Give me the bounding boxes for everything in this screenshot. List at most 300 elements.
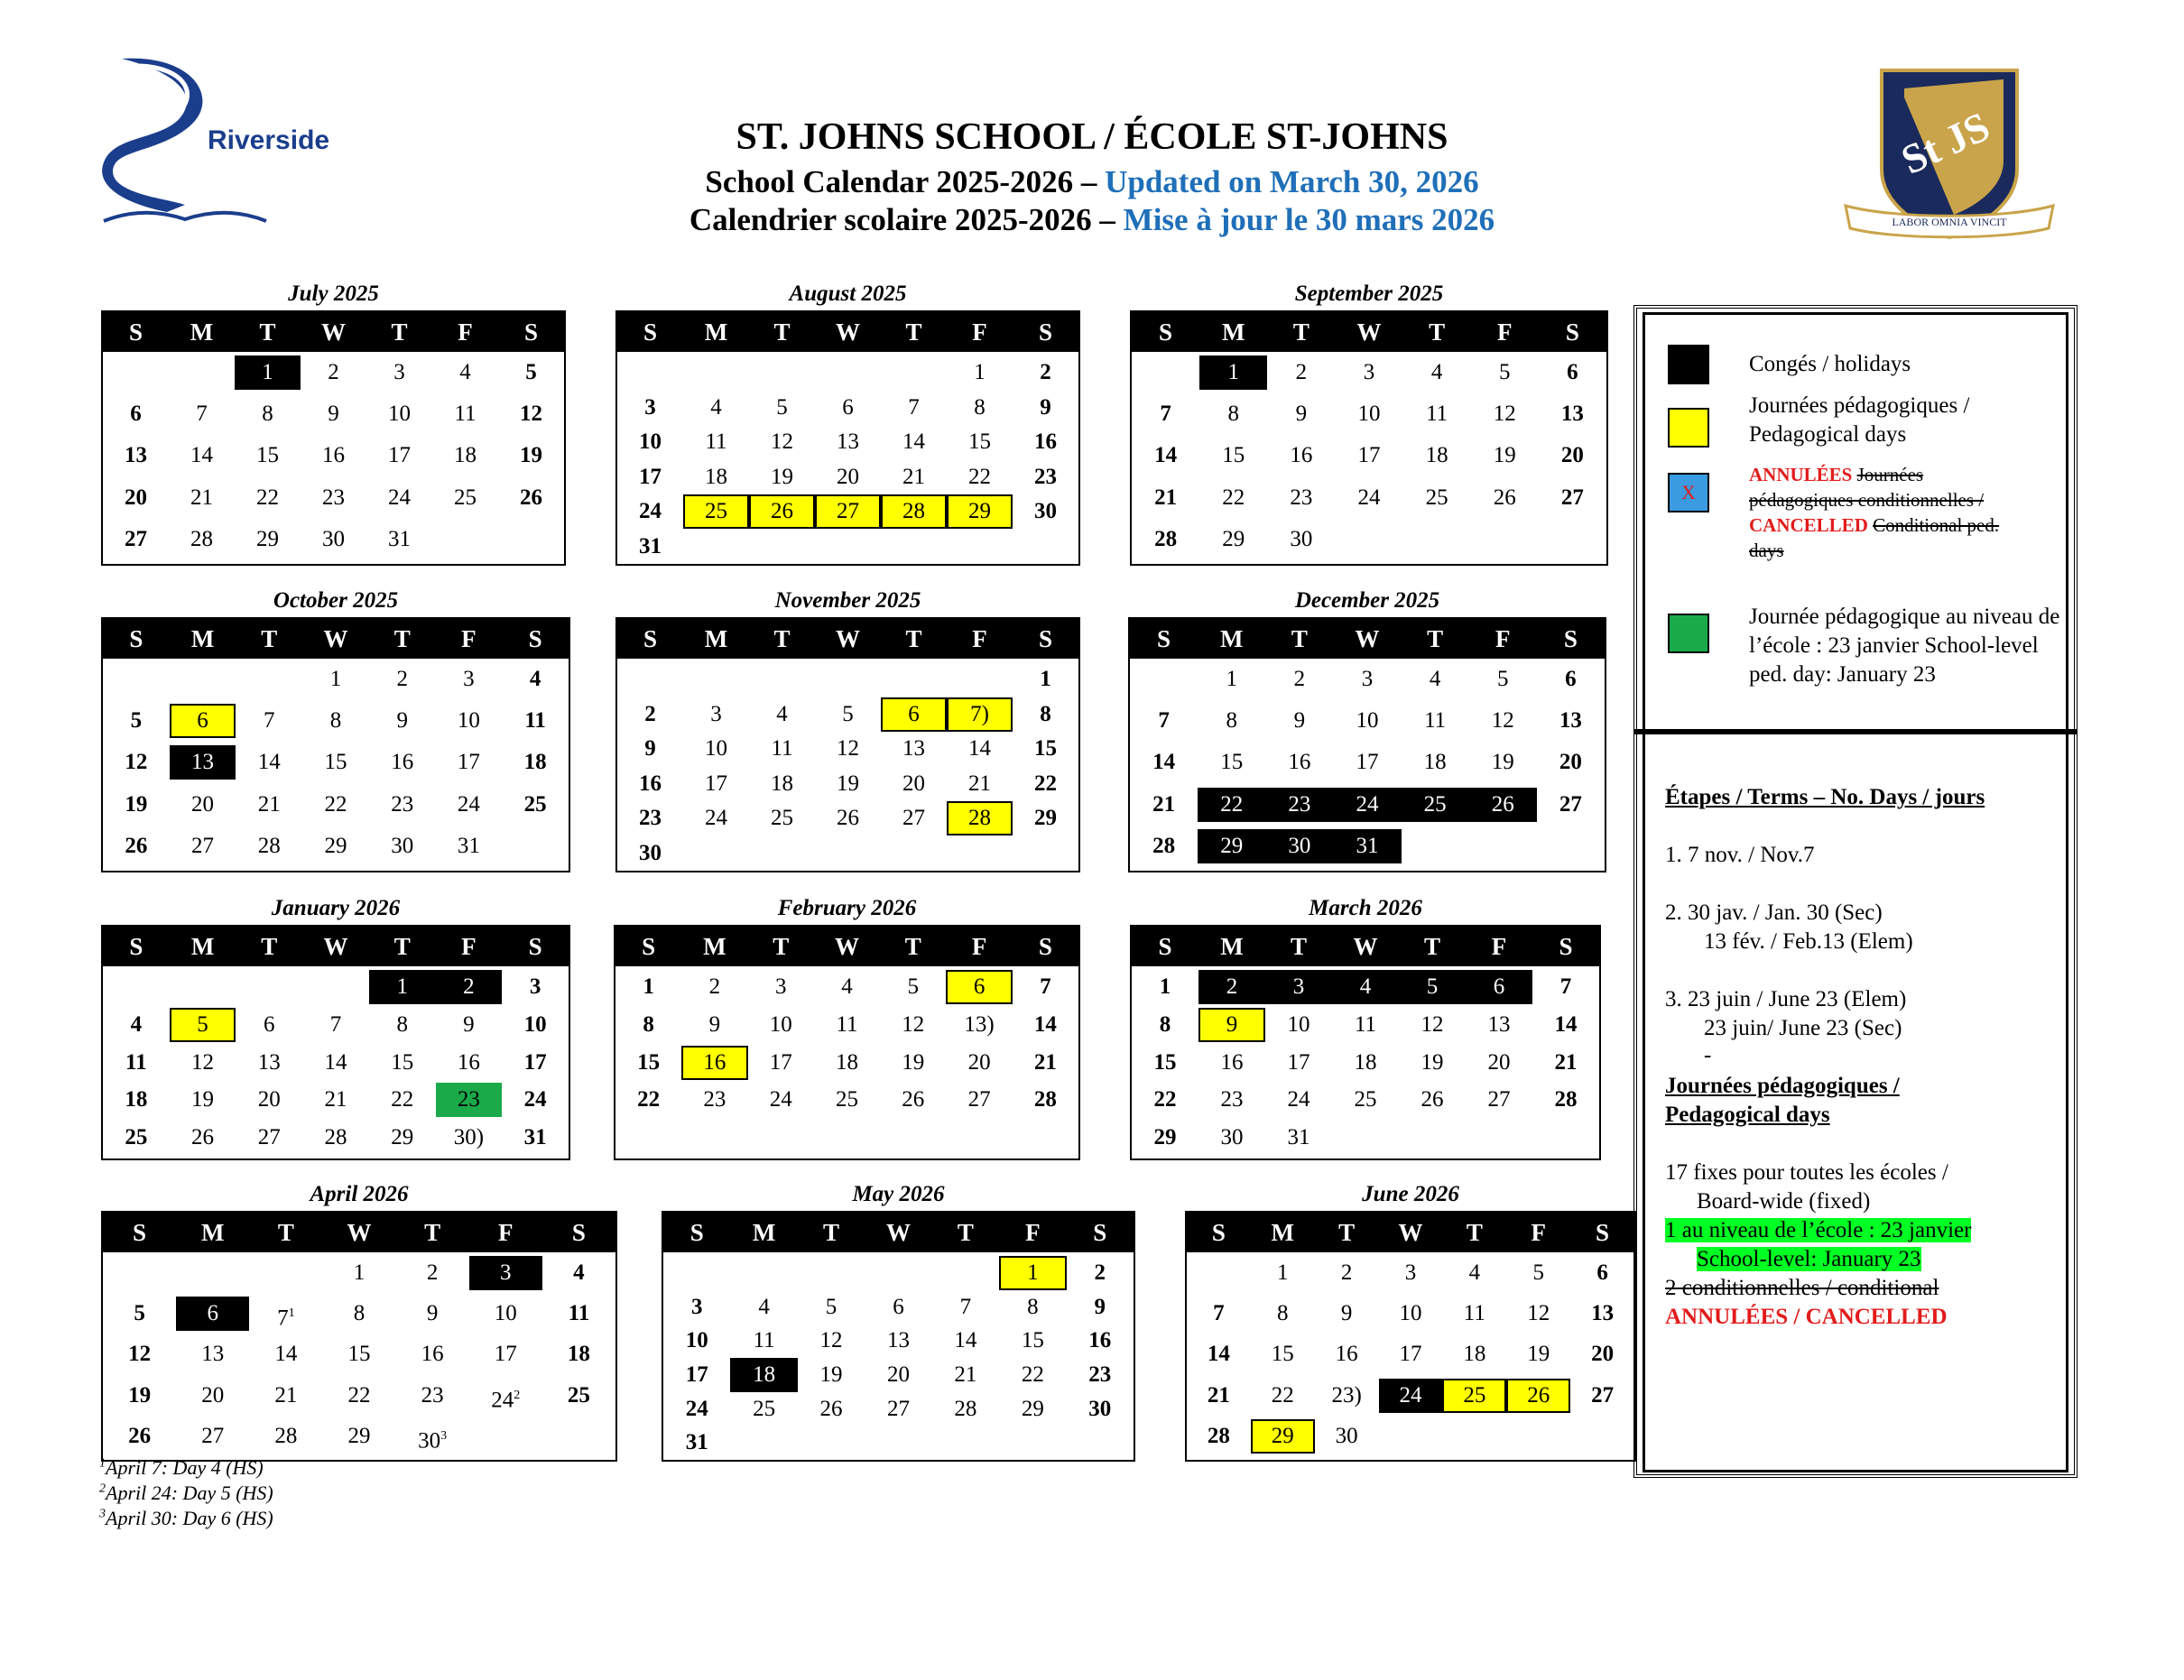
day-cell: 1 [643,974,654,999]
day-cell: 13 [1559,708,1582,734]
day-cell: 26 [1469,788,1537,822]
day-cell: 12 [819,1328,843,1353]
day-cell: 21 [1033,1049,1057,1075]
month-december-2025 [1128,588,1606,872]
day-cell: 3 [529,974,541,999]
day-cell: 7 [1213,1301,1225,1326]
day-cell: 10 [1356,708,1379,734]
day-cell: 30 [1220,1125,1244,1150]
day-cell: 24 [523,1087,547,1112]
weekday-header: S [129,625,143,652]
day-cell: 23 [639,806,662,830]
day-cell: 22 [324,791,347,817]
day-cell: 28 [257,833,281,858]
day-cell: 20 [191,791,215,817]
cancelled-swatch: X [1668,473,1709,512]
day-cell: 24 [685,1396,708,1421]
month-march-2026 [1130,896,1601,1160]
day-cell: 21 [1152,791,1176,817]
weekday-header: T [905,625,922,652]
day-cell: 26 [1506,1379,1570,1413]
ped-school-level-en [1697,1245,2094,1274]
day-cell: 9 [1293,708,1306,734]
legend-divider [1633,729,2078,734]
day-cell: 27 [191,833,215,858]
day-cell: 24 [457,791,480,817]
day-cell: 11 [125,1049,147,1075]
day-cell: 6 [1567,360,1578,384]
weekday-header: T [261,933,278,960]
subtitle-french [0,202,2184,238]
term-dash: - [1704,1043,1712,1067]
day-cell: 6 [1596,1260,1608,1285]
weekday-header: M [1221,318,1245,346]
day-cell: 29 [324,833,347,858]
weekday-header-row [1132,312,1606,352]
day-cell: 1 [329,667,342,691]
footnote-text-2: April 24: Day 5 (HS) [106,1482,273,1504]
day-cell: 26 [1421,1087,1444,1112]
day-cell: 23 [703,1087,726,1112]
weekday-header: F [972,318,987,346]
weekday-header: T [1291,625,1308,652]
day-cell: 5 [825,1294,838,1319]
day-cell: 20 [1560,443,1584,468]
day-cell: 19 [1421,1049,1444,1075]
day-cell: 28 [274,1423,298,1448]
day-cell: 10 [523,1011,547,1037]
day-cell: 21 [274,1382,298,1408]
day-cell: 21 [324,1087,347,1112]
day-cell: 28 [324,1125,347,1150]
day-cell: 15 [637,1049,661,1075]
month-grid [101,310,566,566]
day-cell: 28 [954,1396,977,1421]
day-cell: 18 [1425,443,1448,468]
weekday-header: T [424,1219,441,1246]
month-grid [101,1211,617,1462]
day-cell: 2 [426,1260,439,1285]
day-cell: 1 [1199,355,1267,390]
day-cell: 27 [257,1125,281,1150]
day-cell: 5 [842,701,854,726]
day-cell: 23 [1290,485,1313,510]
day-cell: 5 [170,1008,236,1042]
weekday-header: T [277,1219,294,1246]
day-cell: 30 [322,526,345,551]
day-cell: 9 [426,1301,439,1326]
weekday-header: M [752,1219,776,1246]
day-cell: 15 [1271,1342,1294,1367]
day-cell: 1 [353,1260,366,1285]
weekday-header-row [103,927,569,966]
day-cell: 5 [525,360,537,384]
day-cell: 11 [753,1328,775,1353]
weekday-header-row [1130,619,1605,659]
day-cell: 28 [947,801,1013,835]
day-cell: 27 [1487,1087,1511,1112]
weekday-header: S [1159,318,1173,346]
weekday-header-row [617,312,1078,352]
day-cell: 25 [835,1087,858,1112]
legend-cancelled-red1: ANNULÉES [1749,464,1857,485]
weekday-header: S [1211,1219,1226,1246]
weekday-header: S [1565,318,1579,346]
weekday-header: W [323,625,348,652]
day-cell: 8 [353,1301,366,1326]
day-cell: 3 [644,394,656,420]
day-cell: 18 [454,443,477,468]
day-cell: 9 [1295,402,1308,427]
day-cell: 22 [1222,485,1245,510]
day-cell: 15 [256,443,279,468]
day-cell: 8 [262,402,273,427]
day-cell: 23 [421,1382,444,1408]
day-cell: 29 [1021,1396,1044,1421]
day-cell: 17 [494,1342,517,1367]
day-cell: 23 [1220,1087,1244,1112]
weekday-header: W [321,318,346,346]
day-cell: 24 [1287,1087,1310,1112]
day-cell: 4 [1430,360,1443,384]
day-cell: 12 [191,1049,215,1075]
day-cell: 23 [1034,464,1057,489]
weekday-header: F [1491,933,1507,960]
day-cell: 30) [453,1125,485,1150]
day-cell: 18 [771,771,793,796]
day-cell: 15 [391,1049,414,1075]
day-cell: 8 [396,1011,408,1037]
weekday-header: M [1271,1219,1294,1246]
weekday-header: S [1158,933,1172,960]
day-cell: 25 [753,1396,776,1421]
day-cell: 9 [396,708,408,734]
weekday-header-row [1187,1213,1634,1252]
day-cell: 15 [347,1342,371,1367]
weekday-header: S [642,933,656,960]
weekday-header: S [643,318,658,346]
ped-days-heading: Journées pédagogiques / Pedagogical days [1665,1074,1900,1127]
day-cell: 1 [369,970,436,1004]
day-cell: 3 [710,701,722,726]
month-may-2026 [662,1182,1135,1462]
weekday-header: M [1220,933,1244,960]
day-cell: 16 [1220,1049,1244,1075]
day-cell: 11 [1354,1011,1377,1037]
month-title: May 2026 [852,1182,945,1206]
day-cell: 30 [1088,1396,1112,1421]
day-cell: 12 [902,1011,925,1037]
day-cell: 24 [1379,1379,1443,1413]
day-cell: 2 [1198,970,1265,1004]
day-cell: 17 [523,1049,547,1075]
day-cell: 24 [705,806,727,830]
weekday-header: S [571,1219,586,1246]
day-cell: 7 [196,402,208,427]
weekday-header: S [1596,1219,1610,1246]
day-cell: 24 [1357,485,1381,510]
weekday-header: T [1338,1219,1356,1246]
day-cell: 25 [567,1382,590,1408]
day-cell: 30 [1335,1423,1358,1448]
day-cell: $7^1$ [277,1306,295,1331]
month-title: December 2025 [1294,588,1440,613]
day-cell: 2 [644,701,656,726]
day-cell: 16 [1335,1342,1358,1367]
day-cell: 3 [1404,1260,1417,1285]
day-cell: 17 [1356,750,1379,775]
day-cell: 19 [520,443,542,468]
month-august-2025 [615,282,1080,566]
day-cell: 29 [256,526,279,551]
day-cell: 3 [774,974,787,999]
day-cell: 2 [1295,360,1308,384]
day-cell: 16 [1088,1328,1112,1353]
day-cell: 19 [837,771,859,796]
day-cell: 14 [968,736,991,761]
day-cell: 12 [1493,402,1516,427]
day-cell: 14 [274,1342,298,1367]
day-cell: 23 [436,1083,503,1117]
day-cell: 28 [1207,1423,1230,1448]
day-cell: 11 [836,1011,858,1037]
day-cell: 14 [902,429,925,454]
month-june-2026 [1185,1182,1636,1462]
day-cell: 22 [637,1087,661,1112]
day-cell: 11 [524,708,546,734]
terms-heading: Étapes / Terms – No. Days / jours [1665,785,1985,809]
day-cell: 19 [125,791,148,817]
day-cell: 12 [520,402,542,427]
day-cell: 5 [1499,360,1511,384]
weekday-header: T [1290,933,1307,960]
day-cell: 4 [1332,970,1399,1004]
footnote-mark-2: 2 [99,1482,106,1496]
day-cell: 13 [837,429,859,454]
weekday-header: F [972,625,987,652]
weekday-header: T [1427,625,1444,652]
day-cell: 19 [128,1382,152,1408]
weekday-header: F [461,625,477,652]
weekday-header: S [689,1219,704,1246]
day-cell: 31 [639,533,662,558]
month-april-2026 [101,1182,617,1462]
weekday-header: W [836,625,860,652]
day-cell: 12 [771,429,793,454]
day-cell: 31 [523,1125,547,1150]
day-cell: 7 [1160,402,1171,427]
update-date-french: Mise à jour le 30 mars 2026 [1123,202,1495,237]
day-cell: 29 [1222,526,1245,551]
weekday-header: T [261,625,278,652]
day-cell: 6 [264,1011,275,1037]
weekday-header: M [190,625,215,652]
day-cell: 3 [1363,360,1375,384]
day-cell: 13 [902,736,925,761]
day-cell: 27 [1591,1382,1615,1408]
weekday-header: M [704,625,728,652]
day-cell: 26 [191,1125,215,1150]
weekday-header: M [1219,625,1244,652]
legend-pedagogical: Journées pédagogiques / Pedagogical days [1749,393,1970,447]
day-cell: 17 [639,464,662,489]
weekday-header: S [1038,318,1053,346]
weekday-header: M [703,933,726,960]
day-cell: 20 [886,1362,910,1387]
day-cell: 16 [391,750,414,775]
day-cell: 25 [1425,485,1448,510]
day-cell: 22 [1198,788,1265,822]
day-cell: 4 [130,1011,143,1037]
day-cell: 13 [1591,1301,1615,1326]
day-cell: 17 [1287,1049,1310,1075]
day-cell: 13 [886,1328,910,1353]
subtitle-english-main: School Calendar 2025-2026 – [705,164,1106,199]
day-cell: 12 [128,1342,152,1367]
legend-school-level: Journée pédagogique au niveau de l’école : 23 janvier School-level ped. day: January 23 [1749,605,2060,687]
weekday-header: S [528,625,542,652]
weekday-header: M [190,933,215,960]
weekday-header: W [347,1219,372,1246]
weekday-header: S [1563,625,1578,652]
day-cell: 4 [776,701,788,726]
day-cell: 10 [705,736,727,761]
day-cell: 1 [974,360,986,384]
day-cell: 29 [1251,1419,1315,1454]
day-cell: 28 [881,494,947,529]
month-july-2025 [101,282,566,566]
day-cell: 7 [1559,974,1572,999]
day-cell: 7 [908,394,920,420]
day-cell: 16 [1288,750,1311,775]
day-cell: 22 [1153,1087,1177,1112]
day-cell: 27 [902,806,925,830]
day-cell: 7 [959,1294,972,1319]
day-cell: 16 [421,1342,444,1367]
day-cell: 8 [1040,701,1051,726]
day-cell: 13 [125,443,147,468]
day-cell: 8 [643,1011,654,1037]
day-cell: 17 [1399,1342,1422,1367]
day-cell: 17 [705,771,727,796]
day-cell: 4 [758,1294,770,1319]
day-cell: 27 [125,526,147,551]
day-cell: 15 [1021,1328,1044,1353]
day-cell: 26 [1493,485,1516,510]
day-cell: 30 [1034,499,1057,523]
day-cell: 3 [1361,667,1374,691]
weekday-header-row [615,927,1078,966]
day-cell: 7 [329,1011,342,1037]
day-cell: 21 [954,1362,977,1387]
legend-holidays: Congés / holidays [1749,352,1911,376]
term-2b: 13 fév. / Feb.13 (Elem) [1704,929,1913,954]
month-november-2025 [615,588,1080,872]
day-cell: 5 [776,394,788,420]
term-3b: 23 juin/ June 23 (Sec) [1704,1016,1902,1040]
weekday-header: S [1038,933,1052,960]
day-cell: 10 [494,1301,517,1326]
day-cell: 10 [685,1328,708,1353]
day-cell: 26 [902,1087,925,1112]
weekday-header: T [393,625,411,652]
weekday-header: F [1497,318,1513,346]
day-cell: 7 [1158,708,1170,734]
weekday-header: T [391,318,408,346]
day-cell: 1 [1226,667,1237,691]
day-cell: 6 [1565,667,1577,691]
weekday-header-row [663,1213,1134,1252]
day-cell: 22 [347,1382,371,1408]
day-cell: 25 [1402,788,1469,822]
day-cell: 30 [1265,829,1333,863]
day-cell: 29 [1153,1125,1177,1150]
footnote-mark-3: 3 [99,1507,106,1521]
subtitle-english [0,164,2184,200]
day-cell: 12 [1421,1011,1444,1037]
day-cell: 7) [947,697,1013,732]
day-cell: 23 [1265,788,1333,822]
ped-school-level [1665,1216,2062,1245]
day-cell: 10 [769,1011,792,1037]
day-cell: 6 [881,697,947,732]
school-level-swatch [1668,614,1709,653]
day-cell: 1 [1277,1260,1289,1285]
day-cell: 21 [1154,485,1178,510]
day-cell: 29 [947,494,1013,529]
weekday-header: T [773,625,791,652]
legend-cancelled-strike2: Conditional ped. days [1749,514,2000,561]
day-cell: 5 [1497,667,1509,691]
day-cell: 31 [1333,829,1401,863]
holiday-swatch [1668,345,1709,384]
weekday-header: F [971,933,987,960]
weekday-header: S [523,318,539,346]
day-cell: 4 [573,1260,585,1285]
day-cell: 19 [1493,443,1516,468]
day-cell: 26 [128,1423,152,1448]
ped-conditional: 2 conditionnelles / conditional [1665,1276,1939,1300]
day-cell: 4 [710,394,722,420]
month-title: March 2026 [1309,896,1422,920]
day-cell: 9 [708,1011,721,1037]
term-2a: 2. 30 jav. / Jan. 30 (Sec) [1665,900,1883,925]
weekday-header: T [773,933,790,960]
month-title: July 2025 [288,282,379,306]
day-cell: 23 [1088,1362,1112,1387]
day-cell: 11 [568,1301,590,1326]
day-cell: 9 [1094,1294,1106,1319]
month-grid [1130,310,1608,566]
day-cell: 20 [201,1382,225,1408]
month-grid [101,617,570,872]
day-cell: 6 [893,1294,904,1319]
day-cell: 14 [190,443,213,468]
day-cell: 18 [523,750,547,775]
day-cell: 8 [329,708,342,734]
weekday-header-row [617,619,1078,659]
day-cell: 20 [257,1087,281,1112]
day-cell: 6 [170,704,236,738]
day-cell: 12 [1527,1301,1550,1326]
day-cell: 20 [902,771,925,796]
weekday-header: F [1025,1219,1041,1246]
day-cell: 7 [264,708,275,734]
day-cell: 8 [974,394,986,420]
day-cell: 26 [125,833,148,858]
day-cell: 5 [1532,1260,1544,1285]
month-grid [1130,925,1601,1160]
